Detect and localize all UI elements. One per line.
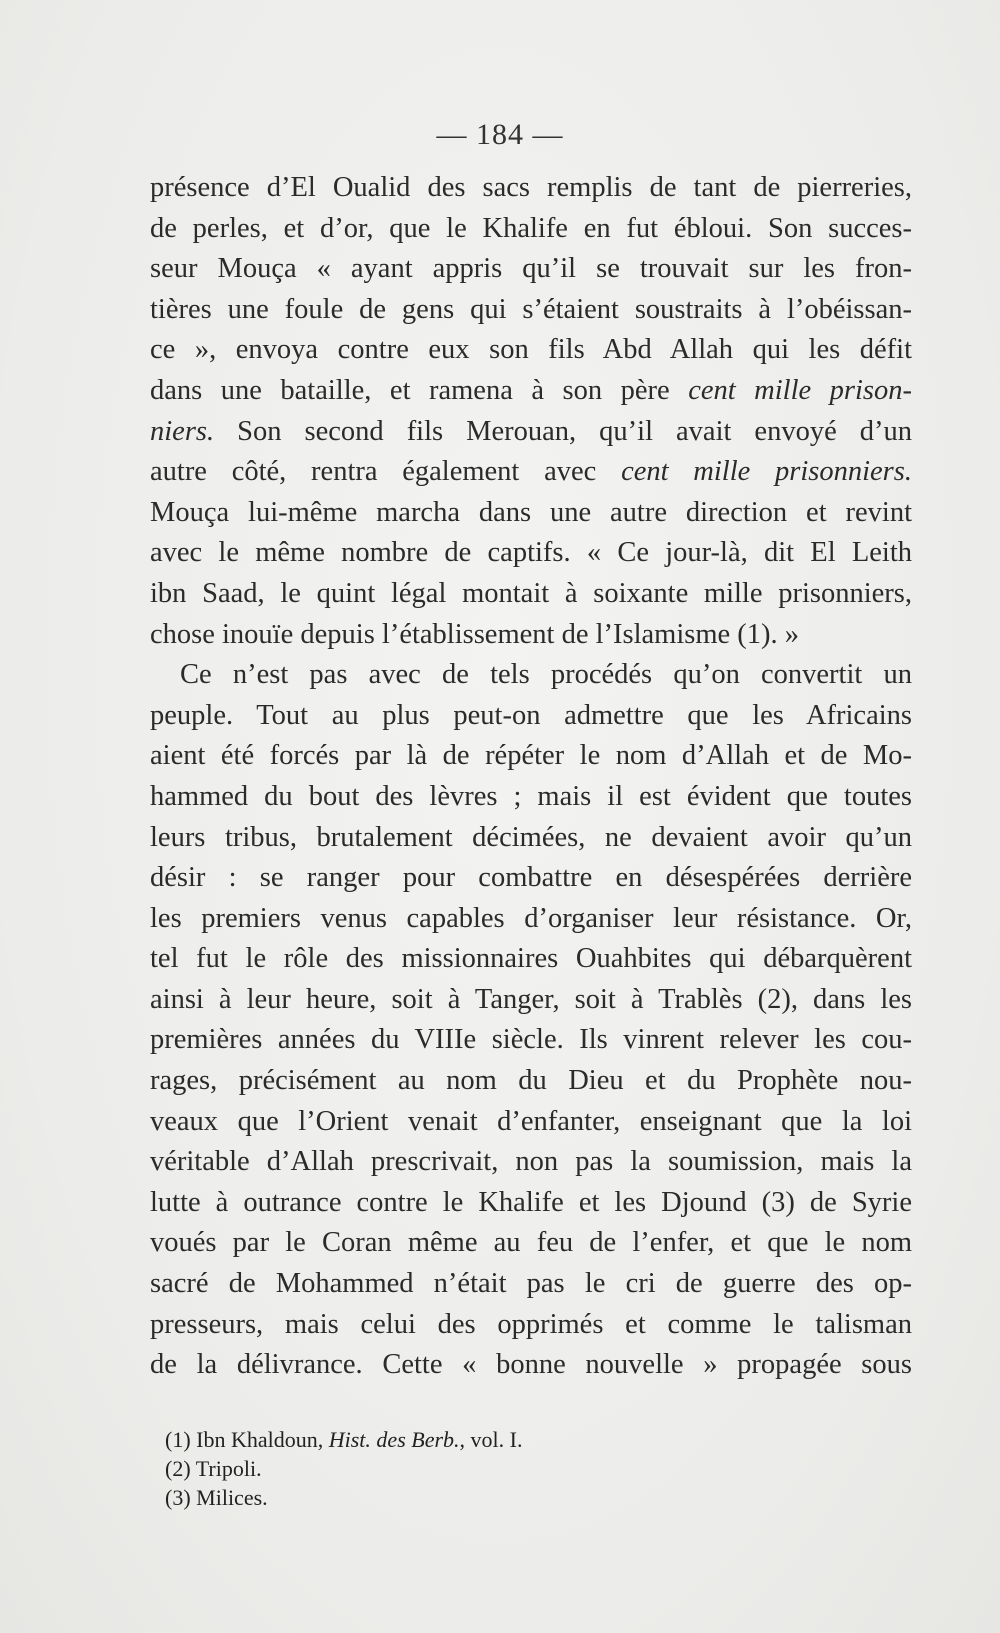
text-line: Mouça lui-même marcha dans une autre direction et revint <box>150 496 912 528</box>
text-line: veaux que l’Orient venait d’enfanter, enseignant que la loi <box>150 1105 912 1137</box>
text-line: premières années du VIIIe siècle. Ils vinrent relever les cou- <box>150 1024 912 1056</box>
body-text <box>150 168 912 1386</box>
text-line: Ce n’est pas avec de tels procédés qu’on convertit un <box>180 659 912 691</box>
text-line: niers. Son second fils Merouan, qu’il avait envoyé d’un <box>150 415 912 447</box>
text-line: avec le même nombre de captifs. « Ce jour-là, dit El Leith <box>150 537 912 569</box>
text-line: peuple. Tout au plus peut-on admettre que les Africains <box>150 699 912 731</box>
text-line: ainsi à leur heure, soit à Tanger, soit à Trablès (2), dans les <box>150 983 912 1015</box>
text-line: sacré de Mohammed n’était pas le cri de guerre des op- <box>150 1268 912 1300</box>
text-line: véritable d’Allah prescrivait, non pas la soumission, mais la <box>150 1146 912 1178</box>
text-line: chose inouïe depuis l’établissement de l’Islamisme (1). » <box>150 618 800 650</box>
text-line: rages, précisément au nom du Dieu et du Prophète nou- <box>150 1065 912 1097</box>
text-line: voués par le Coran même au feu de l’enfer, et que le nom <box>150 1227 912 1259</box>
footnote: (1) Ibn Khaldoun, Hist. des Berb., vol. I. <box>165 1427 523 1452</box>
text-line: désir : se ranger pour combattre en désespérées derrière <box>150 862 912 894</box>
text-line: hammed du bout des lèvres ; mais il est évident que toutes <box>150 780 912 812</box>
text-line: autre côté, rentra également avec cent mille prisonniers. <box>150 456 912 488</box>
text-line: aient été forcés par là de répéter le nom d’Allah et de Mo- <box>150 740 912 772</box>
footnote: (2) Tripoli. <box>165 1456 262 1481</box>
text-line: de la délivrance. Cette « bonne nouvelle » propagée sous <box>150 1349 912 1381</box>
page-number: — 184 — <box>436 118 564 151</box>
footnotes <box>165 1425 885 1512</box>
text-line: presseurs, mais celui des opprimés et comme le talisman <box>150 1308 912 1340</box>
text-line: seur Mouça « ayant appris qu’il se trouvait sur les fron- <box>150 253 912 285</box>
text-line: présence d’El Oualid des sacs remplis de tant de pierreries, <box>150 172 912 203</box>
footnote: (3) Milices. <box>165 1485 268 1510</box>
text-line: les premiers venus capables d’organiser leur résistance. Or, <box>150 902 912 934</box>
text-line: ce », envoya contre eux son fils Abd Allah qui les défit <box>150 334 912 366</box>
text-line: tel fut le rôle des missionnaires Ouahbites qui débarquèrent <box>150 943 912 975</box>
text-line: leurs tribus, brutalement décimées, ne devaient avoir qu’un <box>150 821 912 853</box>
text-line: dans une bataille, et ramena à son père cent mille prison- <box>150 374 913 406</box>
text-line: ibn Saad, le quint légal montait à soixante mille prisonniers, <box>150 577 912 609</box>
text-line: de perles, et d’or, que le Khalife en fut ébloui. Son succes- <box>150 212 912 244</box>
text-line: tières une foule de gens qui s’étaient soustraits à l’obéissan- <box>150 293 912 325</box>
text-line: lutte à outrance contre le Khalife et les Djound (3) de Syrie <box>150 1186 912 1218</box>
